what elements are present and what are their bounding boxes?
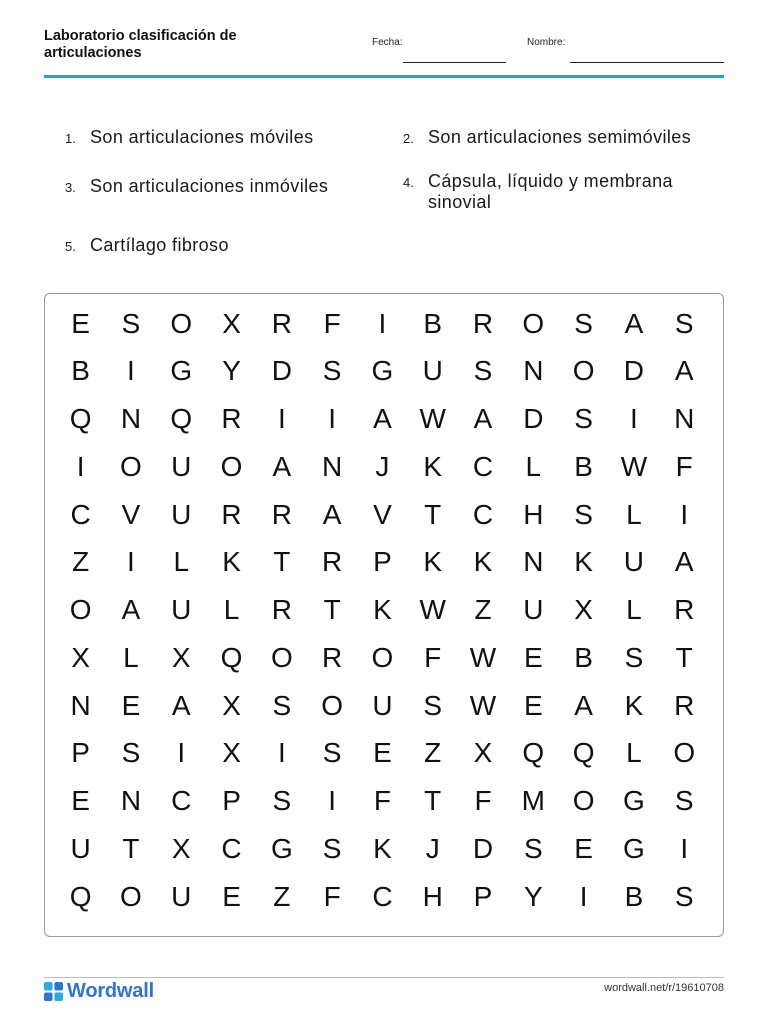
grid-letter: C [70, 498, 91, 530]
grid-letter: N [120, 785, 142, 817]
grid-letter: T [424, 785, 442, 817]
grid-letter: U [70, 832, 91, 864]
grid-letter: I [277, 737, 286, 769]
grid-letter: S [322, 737, 342, 769]
grid-letter: S [423, 689, 443, 721]
grid-letter: X [222, 307, 241, 339]
grid-letter: S [674, 307, 694, 339]
grid-letter: K [373, 832, 392, 864]
grid-letter: L [626, 498, 642, 530]
grid-letter: O [120, 880, 142, 912]
brand-logo [44, 981, 154, 1001]
grid-letter: O [270, 641, 293, 673]
grid-letter: F [424, 641, 442, 673]
grid-letter: G [270, 832, 293, 864]
grid-letter: E [121, 689, 141, 721]
clue-number: 1. [65, 131, 76, 146]
grid-letter: I [680, 498, 689, 530]
grid-letter: W [469, 641, 497, 673]
grid-letter: T [122, 832, 140, 864]
grid-letter: S [624, 641, 644, 673]
grid-letter: N [70, 689, 91, 721]
grid-letter: J [375, 450, 390, 482]
grid-letter: C [171, 785, 192, 817]
grid-letter: F [323, 880, 341, 912]
grid-letter: P [473, 880, 493, 912]
grid-letter: Q [69, 880, 92, 912]
grid-letter: S [121, 737, 141, 769]
grid-letter: S [322, 832, 342, 864]
grid-letter: Q [572, 737, 595, 769]
grid-letter: O [371, 641, 394, 673]
grid-letter: O [321, 689, 344, 721]
clue-number: 3. [65, 180, 76, 195]
clue-item [65, 235, 403, 256]
grid-letter: F [474, 785, 492, 817]
footer-divider [44, 977, 724, 978]
grid-letter: H [523, 498, 544, 530]
grid-letter: B [574, 641, 593, 673]
grid-letter: F [373, 785, 391, 817]
clue-item [403, 171, 724, 235]
grid-letter: Y [523, 880, 543, 912]
grid-letter: I [127, 546, 135, 578]
grid-letter: W [419, 594, 446, 626]
grid-letter: E [574, 832, 593, 864]
grid-letter: D [523, 403, 544, 435]
grid-letter: O [673, 737, 696, 769]
grid-letter: S [322, 355, 342, 387]
grid-letter: Z [72, 546, 90, 578]
grid-letter: K [574, 546, 593, 578]
grid-letter: Q [220, 641, 243, 673]
grid-letter: X [222, 689, 241, 721]
grid-letter: R [271, 307, 292, 339]
grid-letter: G [623, 832, 645, 864]
grid-letter: W [469, 689, 497, 721]
grid-letter: I [127, 355, 135, 387]
grid-letter: A [322, 498, 342, 530]
clue-number: 4. [403, 175, 414, 190]
grid-letter: W [620, 450, 648, 482]
grid-letter: L [626, 737, 642, 769]
grid-letter: H [422, 880, 443, 912]
grid-letter: P [71, 737, 90, 769]
grid-letter: A [674, 546, 694, 578]
grid-letter: U [523, 594, 544, 626]
grid-letter: B [574, 450, 593, 482]
grid-letter: I [328, 403, 337, 435]
grid-letter: Y [222, 355, 241, 387]
grid-letter: V [373, 498, 392, 530]
grid-letter: R [271, 498, 292, 530]
grid-letter: I [630, 403, 638, 435]
grid-letter: A [121, 594, 141, 626]
grid-letter: Q [69, 403, 92, 435]
clue-text: Cápsula, líquido y membrana sinovial [428, 171, 673, 212]
grid-letter: U [422, 355, 443, 387]
grid-letter: S [272, 785, 292, 817]
grid-letter: E [523, 689, 543, 721]
grid-letter: R [674, 594, 695, 626]
grid-letter: N [674, 403, 695, 435]
date-label: Fecha: [372, 37, 403, 48]
grid-letter: L [173, 546, 190, 578]
grid-letter: X [71, 641, 90, 673]
grid-letter: G [623, 785, 645, 817]
grid-letter: J [425, 832, 440, 864]
grid-letter: R [322, 546, 343, 578]
grid-letter: S [523, 832, 543, 864]
grid-letter: G [371, 355, 394, 387]
grid-letter: O [220, 450, 243, 482]
grid-letter: D [623, 355, 645, 387]
grid-letter: R [322, 641, 343, 673]
grid-letter: I [76, 450, 85, 482]
grid-letter: G [170, 355, 193, 387]
grid-letter: S [272, 689, 292, 721]
grid-letter: F [323, 307, 341, 339]
activity-url-link[interactable]: wordwall.net/r/19610708 [604, 982, 724, 994]
grid-letter: K [373, 594, 392, 626]
grid-letter: U [623, 546, 645, 578]
grid-letter: V [121, 498, 141, 530]
grid-letter: K [423, 546, 443, 578]
grid-letter: E [222, 880, 241, 912]
grid-letter: C [221, 832, 242, 864]
grid-letter: C [372, 880, 393, 912]
grid-letter: I [378, 307, 387, 339]
letter-grid [56, 300, 711, 921]
grid-letter: U [171, 594, 192, 626]
grid-letter: B [624, 880, 644, 912]
grid-letter: O [120, 450, 142, 482]
grid-letter: I [680, 832, 689, 864]
grid-letter: R [221, 498, 242, 530]
wordwall-logo-icon [44, 982, 63, 1001]
grid-letter: B [71, 355, 90, 387]
grid-letter: A [473, 403, 493, 435]
grid-letter: C [472, 450, 494, 482]
grid-letter: O [69, 594, 92, 626]
grid-letter: R [271, 594, 292, 626]
grid-letter: T [675, 641, 693, 673]
grid-letter: Q [170, 403, 193, 435]
grid-letter: A [272, 450, 292, 482]
name-label: Nombre: [527, 37, 566, 48]
grid-letter: M [521, 785, 545, 817]
grid-letter: S [473, 355, 493, 387]
grid-letter: E [523, 641, 543, 673]
clue-item [403, 127, 724, 173]
word-search-box [44, 293, 724, 937]
grid-letter: E [71, 307, 90, 339]
grid-letter: N [523, 546, 544, 578]
clue-number: 5. [65, 239, 76, 254]
grid-letter: D [271, 355, 292, 387]
grid-letter: E [373, 737, 392, 769]
grid-letter: X [222, 737, 241, 769]
grid-letter: N [322, 450, 343, 482]
grid-letter: S [674, 785, 694, 817]
grid-letter: X [574, 594, 593, 626]
clue-item [65, 127, 403, 173]
grid-letter: E [71, 785, 90, 817]
grid-letter: I [328, 785, 337, 817]
grid-letter: L [223, 594, 240, 626]
clue-item [65, 176, 403, 235]
header-divider [44, 75, 724, 78]
grid-letter: T [424, 498, 442, 530]
grid-letter: I [579, 880, 588, 912]
grid-letter: Z [474, 594, 492, 626]
grid-letter: U [171, 498, 192, 530]
grid-letter: X [171, 641, 191, 673]
grid-letter: K [473, 546, 493, 578]
grid-letter: U [372, 689, 393, 721]
grid-letter: S [574, 307, 593, 339]
grid-letter: X [171, 832, 191, 864]
grid-letter: S [574, 498, 593, 530]
grid-letter: I [177, 737, 186, 769]
grid-letter: Z [424, 737, 442, 769]
grid-letter: L [626, 594, 642, 626]
grid-letter: T [323, 594, 341, 626]
grid-letter: F [675, 450, 693, 482]
grid-letter: A [624, 307, 644, 339]
grid-letter: K [423, 450, 443, 482]
clue-text: Son articulaciones semimóviles [428, 127, 692, 147]
grid-letter: X [473, 737, 493, 769]
grid-letter: I [277, 403, 286, 435]
grid-letter: B [423, 307, 443, 339]
grid-letter: U [171, 450, 192, 482]
grid-letter: K [222, 546, 241, 578]
grid-letter: N [523, 355, 544, 387]
grid-letter: R [221, 403, 242, 435]
clue-list [65, 127, 724, 256]
date-blank-line [403, 62, 506, 63]
grid-letter: S [674, 880, 694, 912]
clue-text: Cartílago fibroso [90, 235, 229, 255]
grid-letter: R [674, 689, 695, 721]
grid-letter: O [572, 355, 595, 387]
grid-letter: O [572, 785, 595, 817]
worksheet-title: Laboratorio clasificación de articulaciones [44, 28, 237, 61]
grid-letter: W [419, 403, 446, 435]
grid-letter: O [522, 307, 545, 339]
brand-name: Wordwall [67, 980, 154, 1002]
grid-letter: A [373, 403, 392, 435]
grid-letter: Q [522, 737, 545, 769]
name-blank-line [570, 62, 724, 63]
grid-letter: U [171, 880, 192, 912]
grid-letter: P [373, 546, 392, 578]
grid-letter: A [171, 689, 191, 721]
grid-letter: L [525, 450, 542, 482]
clue-text: Son articulaciones móviles [90, 127, 314, 147]
clue-text: Son articulaciones inmóviles [90, 176, 329, 196]
grid-letter: N [120, 403, 142, 435]
grid-letter: S [574, 403, 593, 435]
grid-letter: A [574, 689, 593, 721]
grid-letter: O [170, 307, 193, 339]
grid-letter: Z [273, 880, 291, 912]
grid-letter: C [472, 498, 494, 530]
clue-number: 2. [403, 131, 414, 146]
grid-letter: K [624, 689, 644, 721]
grid-letter: D [472, 832, 494, 864]
grid-letter: S [121, 307, 141, 339]
grid-letter: T [273, 546, 291, 578]
grid-letter: P [222, 785, 241, 817]
grid-letter: L [123, 641, 139, 673]
grid-letter: A [674, 355, 694, 387]
grid-letter: R [472, 307, 494, 339]
